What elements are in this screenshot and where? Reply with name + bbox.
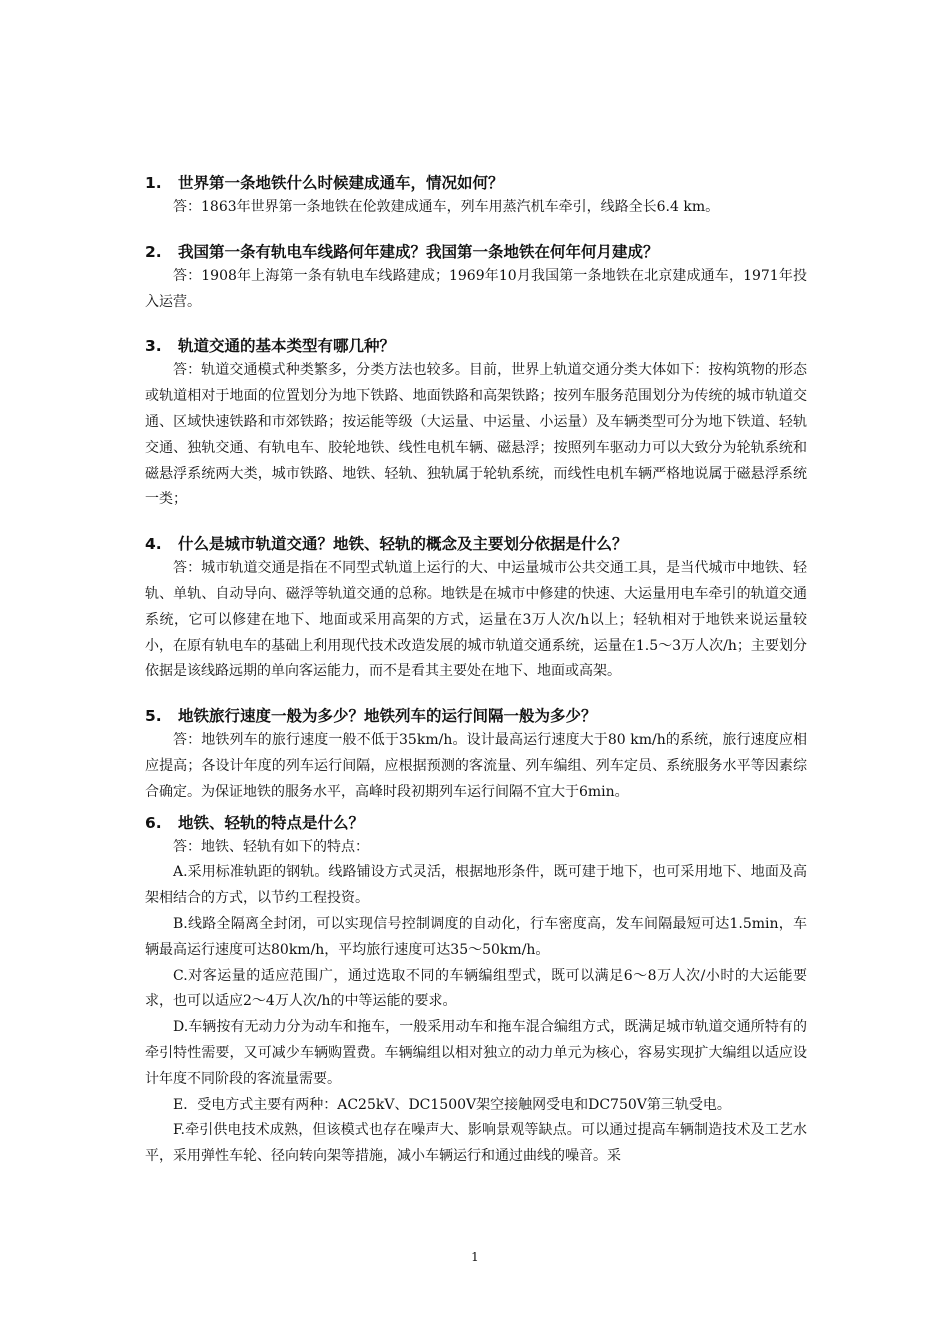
question-text: 轨道交通的基本类型有哪几种？ bbox=[178, 337, 396, 356]
section-1 bbox=[145, 172, 807, 221]
section-3 bbox=[145, 335, 807, 513]
section-4 bbox=[145, 533, 807, 685]
question-heading bbox=[145, 241, 807, 263]
question-heading bbox=[145, 705, 807, 727]
question-heading bbox=[145, 335, 807, 357]
answer-item-b: B.线路全隔离全封闭，可以实现信号控制调度的自动化，行车密度高，发车间隔最短可达1.5min，车辆最高运行速度可达80km/h，平均旅行速度可达35～50km/h。 bbox=[145, 915, 807, 958]
question-text: 世界第一条地铁什么时候建成通车，情况如何？ bbox=[178, 174, 504, 192]
answer-paragraph: 答：城市轨道交通是指在不同型式轨道上运行的大、中运量城市公共交通工具，是当代城市中地铁、轻轨、单轨、自动导向、磁浮等轨道交通的总称。地铁是在城市中修建的快速、大运量用电车牵引的轨道交通系统，它可以修建在地下、地面或采用高架的方式，运量在3万人次/h以上；轻轨相对于地铁来说运量较小，在原有轨电车的基础上利用现代技术改造发展的城市轨道交通系统，运量在1.5～3万人次/h；主要划分依据是该线路远期的单向客运能力，而不是看其主要处在地下、地面或高架。 bbox=[145, 560, 807, 680]
document-body bbox=[145, 172, 807, 1170]
question-text: 什么是城市轨道交通？地铁、轻轨的概念及主要划分依据是什么？ bbox=[178, 535, 628, 554]
question-text: 我国第一条有轨电车线路何年建成？我国第一条地铁在何年何月建成？ bbox=[178, 242, 659, 261]
question-number: 4. bbox=[145, 535, 162, 554]
answer-paragraph: 答：1863年世界第一条地铁在伦敦建成通车，列车用蒸汽机车牵引，线路全长6.4 km。 bbox=[173, 199, 720, 215]
answer-item-a: A.采用标准轨距的钢轨。线路铺设方式灵活，根据地形条件，既可建于地下，也可采用地下、地面及高架相结合的方式，以节约工程投资。 bbox=[145, 864, 807, 907]
question-heading bbox=[145, 172, 807, 194]
page-number: 1 bbox=[471, 1250, 479, 1264]
answer-item-c: C.对客运量的适应范围广，通过选取不同的车辆编组型式，既可以满足6～8万人次/小时的大运能要求，也可以适应2～4万人次/h的中等运能的要求。 bbox=[145, 967, 807, 1010]
question-heading bbox=[145, 812, 807, 834]
question-number: 6. bbox=[145, 813, 162, 832]
section-2 bbox=[145, 241, 807, 316]
answer-paragraph: 答：1908年上海第一条有轨电车线路建成；1969年10月我国第一条地铁在北京建成通车，1971年投入运营。 bbox=[145, 267, 807, 310]
question-heading bbox=[145, 533, 807, 555]
answer-paragraph: 答：地铁、轻轨有如下的特点： bbox=[173, 838, 369, 855]
question-text: 地铁旅行速度一般为多少？地铁列车的运行间隔一般为多少？ bbox=[178, 707, 597, 726]
answer-paragraph: 答：轨道交通模式种类繁多，分类方法也较多。目前，世界上轨道交通分类大体如下：按构筑物的形态或轨道相对于地面的位置划分为地下铁路、地面铁路和高架铁路；按列车服务范围划分为传统的城市轨道交通、区域快速铁路和市郊铁路；按运能等级（大运量、中运量、小运量）及车辆类型可分为地下铁道、轻轨交通、独轨交通、有轨电车、胶轮地铁、线性电机车辆、磁悬浮；按照列车驱动力可以大致分为轮轨系统和磁悬浮系统两大类，城市铁路、地铁、轻轨、独轨属于轮轨系统，而线性电机车辆严格地说属于磁悬浮系统一类； bbox=[145, 362, 807, 508]
answer-paragraph: 答：地铁列车的旅行速度一般不低于35km/h。设计最高运行速度大于80 km/h的系统，旅行速度应相应提高；各设计年度的列车运行间隔，应根据预测的客流量、列车编组、列车定员、系统服务水平等因素综合确定。为保证地铁的服务水平，高峰时段初期列车运行间隔不宜大于6min。 bbox=[145, 732, 807, 800]
answer-item-d: D.车辆按有无动力分为动车和拖车，一般采用动车和拖车混合编组方式，既满足城市轨道交通所特有的牵引特性需要，又可减少车辆购置费。车辆编组以相对独立的动力单元为核心，容易实现扩大编组以适应设计年度不同阶段的客流量需要。 bbox=[145, 1019, 807, 1087]
section-5 bbox=[145, 705, 807, 805]
question-number: 3. bbox=[145, 337, 162, 356]
question-number: 2. bbox=[145, 242, 162, 261]
question-number: 5. bbox=[145, 707, 162, 726]
question-text: 地铁、轻轨的特点是什么？ bbox=[178, 813, 365, 832]
section-6 bbox=[145, 812, 807, 1170]
question-number: 1. bbox=[145, 174, 162, 192]
answer-item-e: E．受电方式主要有两种：AC25kV、DC1500V架空接触网受电和DC750V第三轨受电。 bbox=[173, 1096, 731, 1113]
answer-item-f: F.牵引供电技术成熟，但该模式也存在噪声大、影响景观等缺点。可以通过提高车辆制造技术及工艺水平，采用弹性车轮、径向转向架等措施，减小车辆运行和通过曲线的噪音。采 bbox=[145, 1122, 807, 1165]
